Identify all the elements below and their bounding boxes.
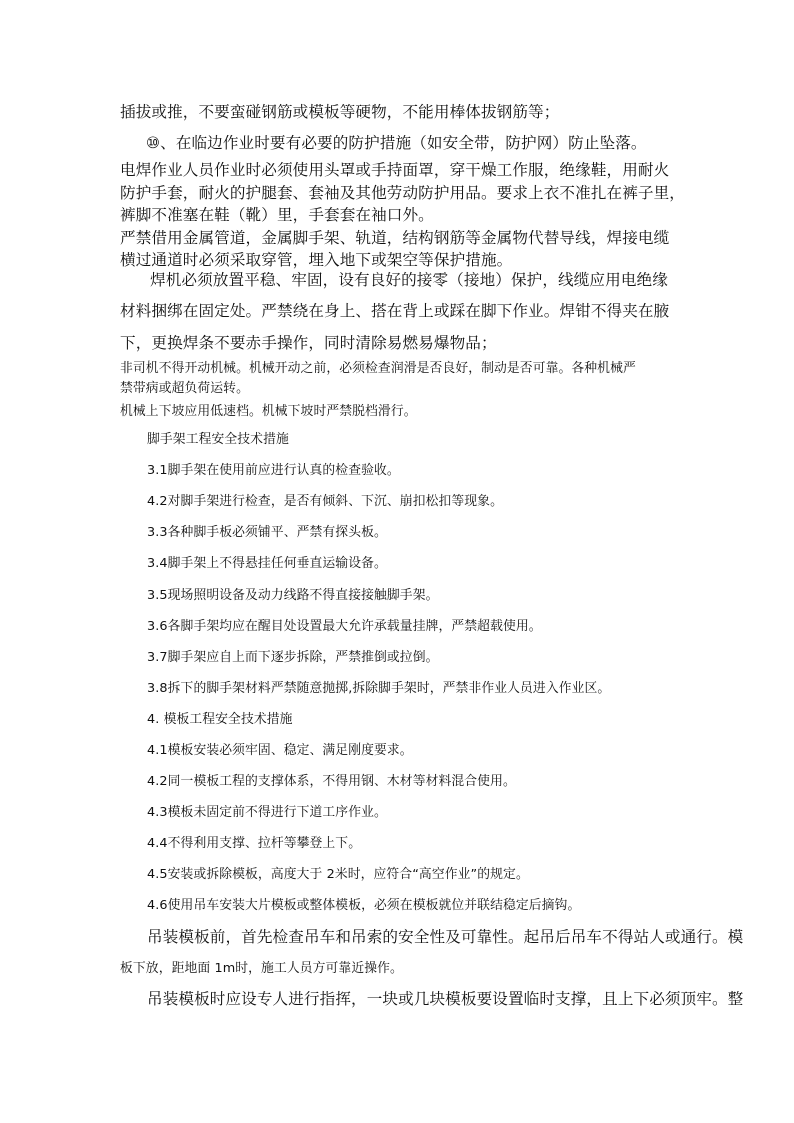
section-heading: 脚手架工程安全技术措施 xyxy=(147,432,289,447)
text-line: 机械上下坡应用低速档。机械下坡时严禁脱档滑行。 xyxy=(120,404,417,419)
text-line: 裤脚不准塞在鞋（靴）里，手套套在袖口外。 xyxy=(120,206,434,224)
list-item: 3.7脚手架应自上而下逐步拆除，严禁推倒或拉倒。 xyxy=(147,650,439,665)
text-line: 非司机不得开动机械。机械开动之前，必须检查润滑是否良好，制动是否可靠。各种机械严 xyxy=(120,361,636,376)
text-line: 横过通道时必须采取穿管，埋入地下或架空等保护措施。 xyxy=(120,251,513,269)
text-line: 材料捆绑在固定处。严禁绕在身上、搭在背上或踩在脚下作业。焊钳不得夹在腋 xyxy=(120,302,670,320)
text-line: 吊装模板时应设专人进行指挥，一块或几块模板要设置临时支撑，且上下必须顶牢。整 xyxy=(147,990,744,1008)
list-item: 4.2对脚手架进行检查，是否有倾斜、下沉、崩扣松扣等现象。 xyxy=(147,494,503,509)
list-item: 4.5安装或拆除模板，高度大于 2米时，应符合“高空作业”的规定。 xyxy=(147,867,529,882)
text-line: 焊机必须放置平稳、牢固，设有良好的接零（接地）保护，线缆应用电绝缘 xyxy=(150,271,668,289)
text-line: 下，更换焊条不要赤手操作，同时清除易燃易爆物品； xyxy=(120,334,497,352)
text-line: 防护手套，耐火的护腿套、套袖及其他劳动防护用品。要求上衣不准扎在裤子里， xyxy=(120,184,685,202)
list-item: 3.1脚手架在使用前应进行认真的检查验收。 xyxy=(147,463,400,478)
text-line: 禁带病或超负荷运转。 xyxy=(120,381,249,396)
text-line: 严禁借用金属管道，金属脚手架、轨道，结构钢筋等金属物代替导线，焊接电缆 xyxy=(120,229,670,247)
text-line: 插拔或推，不要蛮碰钢筋或模板等硬物，不能用棒体拔钢筋等； xyxy=(120,103,560,121)
list-item: 3.6各脚手架均应在醒目处设置最大允许承载量挂牌，严禁超载使用。 xyxy=(147,619,542,634)
list-item: 4.4不得利用支撑、拉杆等攀登上下。 xyxy=(147,836,362,851)
list-item: 4.6使用吊车安装大片模板或整体模板，必须在模板就位并联结稳定后摘钩。 xyxy=(147,898,581,913)
list-item: 3.3各种脚手板必须铺平、严禁有探头板。 xyxy=(147,525,387,540)
list-item: 3.8拆下的脚手架材料严禁随意抛掷,拆除脚手架时，严禁非作业人员进入作业区。 xyxy=(147,681,611,696)
list-item: 3.5现场照明设备及动力线路不得直接接触脚手架。 xyxy=(147,588,439,603)
text-line: ⑩、在临边作业时要有必要的防护措施（如安全带，防护网）防止坠落。 xyxy=(146,134,647,152)
text-line: 电焊作业人员作业时必须使用头罩或手持面罩，穿干燥工作服，绝缘鞋，用耐火 xyxy=(120,161,670,179)
section-heading: 4. 模板工程安全技术措施 xyxy=(147,712,293,727)
list-item: 4.3模板未固定前不得进行下道工序作业。 xyxy=(147,805,387,820)
text-line: 板下放，距地面 1m时，施工人员方可靠近操作。 xyxy=(120,961,403,976)
list-item: 4.1模板安装必须牢固、稳定、满足刚度要求。 xyxy=(147,743,413,758)
list-item: 3.4脚手架上不得悬挂任何垂直运输设备。 xyxy=(147,556,387,571)
text-line: 吊装模板前，首先检查吊车和吊索的安全性及可靠性。起吊后吊车不得站人或通行。模 xyxy=(147,928,744,946)
list-item: 4.2同一模板工程的支撑体系，不得用钢、木材等材料混合使用。 xyxy=(147,774,516,789)
